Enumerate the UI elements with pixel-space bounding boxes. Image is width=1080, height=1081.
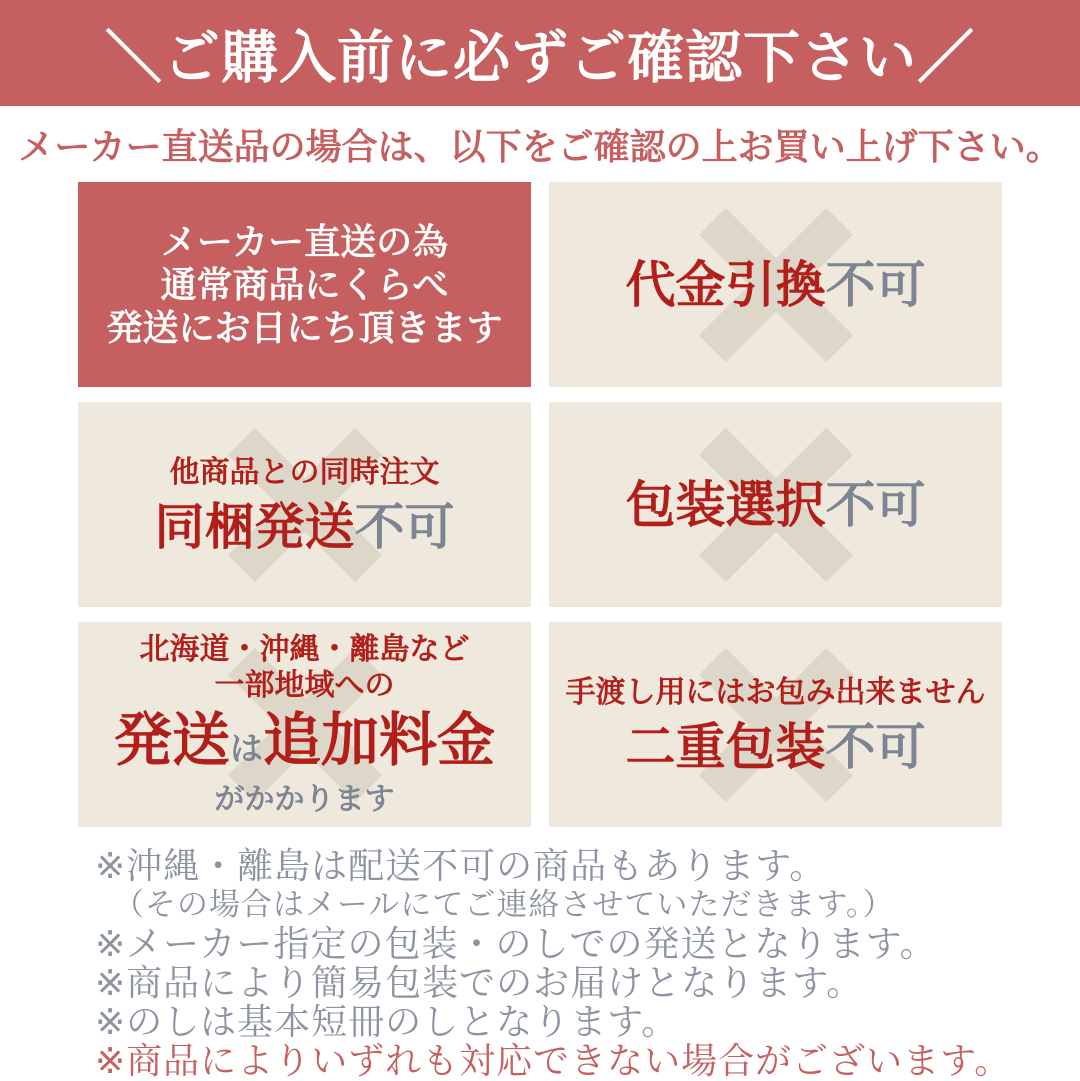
- box-direct-shipping: [78, 182, 531, 387]
- box-cod-text: [626, 257, 926, 313]
- box-extra-fee: [78, 622, 531, 827]
- notes-list: [95, 846, 1080, 1080]
- extra-fee-particle: は: [230, 729, 263, 767]
- box-bundled-text: [155, 455, 455, 555]
- box-wrapping-select: [549, 402, 1002, 607]
- bundled-label: 同梱発送: [154, 498, 355, 555]
- note-maker-wrapping: ※メーカー指定の包装・のしでの発送となります。: [95, 923, 937, 964]
- box-direct-shipping-text: [106, 220, 502, 349]
- box-bundled-shipping: [78, 402, 531, 607]
- note-no-support: ※商品によりいずれも対応できない場合がございます。: [95, 1040, 1012, 1081]
- extra-fee-label: 追加料金: [263, 707, 496, 773]
- bundled-not-available-label: 不可: [354, 498, 455, 555]
- extra-fee-suffix: がかかります: [214, 782, 395, 816]
- double-wrap-label: 二重包装: [625, 718, 826, 775]
- box-wrapping-text: [626, 477, 926, 533]
- note-simple-wrapping: ※商品により簡易包装でのお届けとなります。: [95, 962, 864, 1003]
- subtitle-text: メーカー直送品の場合は、以下をご確認の上お買い上げ下さい。: [18, 126, 1062, 167]
- wrapping-label: 包装選択: [625, 476, 826, 533]
- direct-shipping-line3: 発送にお日にち頂きます: [106, 307, 503, 348]
- notice-grid: [78, 182, 1002, 827]
- cod-label: 代金引換: [625, 256, 826, 313]
- box-double-wrap-text: [566, 675, 986, 775]
- direct-shipping-line1: メーカー直送の為: [160, 221, 449, 262]
- extra-fee-region-line2: 一部地域への: [214, 668, 395, 702]
- extra-fee-shipping-label: 発送: [113, 707, 230, 773]
- box-double-wrap: [549, 622, 1002, 827]
- extra-fee-region-line1: 北海道・沖縄・離島など: [139, 632, 470, 666]
- box-cod-not-available: [549, 182, 1002, 387]
- wrapping-not-available-label: 不可: [825, 476, 926, 533]
- double-wrap-not-available-label: 不可: [825, 718, 926, 775]
- note-noshi: ※のしは基本短冊のしとなります。: [95, 1001, 679, 1042]
- header-banner: [0, 0, 1080, 106]
- note-okinawa: ※沖縄・離島は配送不可の商品もあります。: [95, 845, 827, 886]
- header-banner-title: ＼ご購入前に必ずご確認下さい／: [105, 26, 975, 90]
- double-wrap-sub-label: 手渡し用にはお包み出来ません: [565, 675, 986, 709]
- box-extra-fee-text: [114, 632, 495, 818]
- direct-shipping-line2: 通常商品にくらべ: [160, 264, 449, 305]
- bundled-sub-label: 他商品との同時注文: [169, 455, 440, 489]
- note-email-contact: （その場合はメールにてご連絡させていただきます。）: [113, 887, 895, 922]
- extra-fee-main-line: [113, 707, 496, 780]
- cod-not-available-label: 不可: [825, 256, 926, 313]
